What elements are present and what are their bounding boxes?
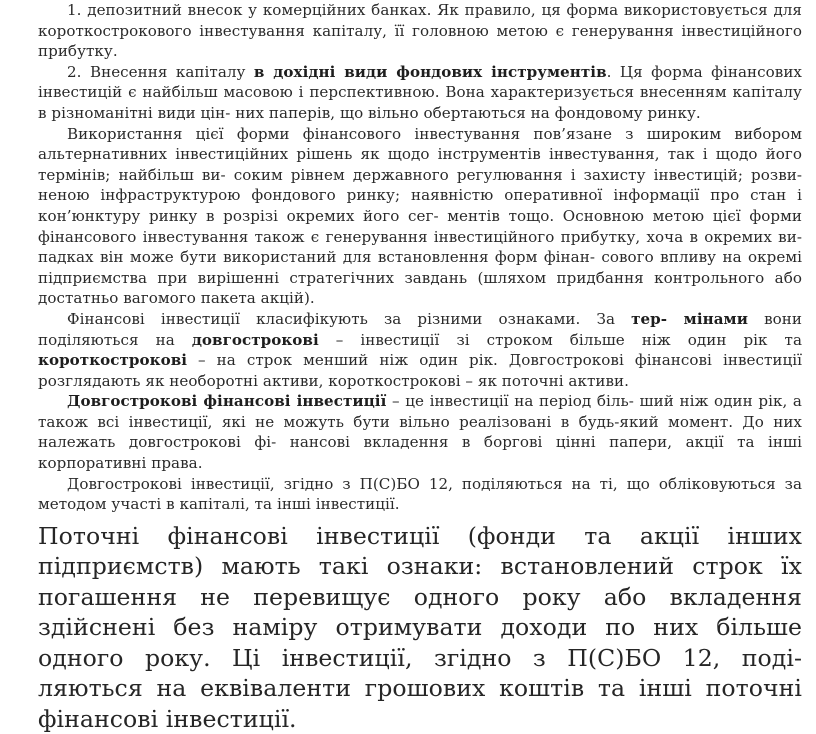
text-lead: Фінансові інвестиції класифікують за різними ознаками. За bbox=[67, 309, 632, 328]
paragraph-usage: Використання цієї форми фінансового інвестування пов’язане з широким вибором альтернативних інвестиційних рішень як щодо інструментів інвестування, так і щодо його термінів; найбільш ви- соким рівнем державного регулювання і захисту інвестицій; розви- неною інфраструктурою фондового ринку; наявністю оперативної інформації про стан і кон’юнктуру ринку в розрізі окремих його сег- ментів тощо. Основною метою цієї форми фінансового інвестування також є генерування інвестиційного прибутку, хоча в окремих ви- падках він може бути використаний для встановлення форм фінан- сового впливу на окремі підприємства при вирішенні стратегічних завдань (шляхом придбання контрольного або достатньо вагомого пакета акцій). bbox=[38, 124, 802, 308]
text-rest: – на строк менший ніж один рік. Довгострокові фінансові інвестиції розглядають як необоротні активи, короткострокові – як поточні активи. bbox=[38, 351, 802, 390]
bold-term-terms: тер- мінами bbox=[631, 309, 748, 328]
text-lead: 2. Внесення капіталу bbox=[67, 62, 254, 81]
paragraph-deposit: 1. депозитний внесок у комерційних банках. Як правило, ця форма використовується для короткострокового інвестування капіталу, її головною метою є генерування інвестиційного прибутку. bbox=[38, 1, 802, 61]
bold-term-long-term: довгострокові bbox=[191, 330, 319, 349]
paragraph-stock-instruments bbox=[38, 62, 802, 124]
paragraph-current-investments: Поточні фінансові інвестиції (фонди та акції інших підприємств) мають такі ознаки: встановлений строк їх погашення не перевищує одного року або вкладення здійснені без наміру отримувати доходи по них більше одного року. Ці інвестиції, згідно з П(С)БО 12, поді- ляються на еквіваленти грошових коштів та інші поточні фінансові інвестиції. bbox=[38, 521, 802, 733]
bold-term-income-instruments: в дохідні види фондових інструментів bbox=[253, 62, 607, 81]
text-mid: – інвестиції зі строком більше ніж один рік та bbox=[318, 330, 802, 349]
text-rest: . Ця форма фінансових інвестицій є найбільш масовою і перспективною. Вона характеризується внесенням капіталу в різноманітні види цін- них паперів, що вільно обертаються на фондовому ринку. bbox=[38, 62, 802, 122]
paragraph-psbo12: Довгострокові інвестиції, згідно з П(С)БО 12, поділяються на ті, що обліковуються за методом участі в капіталі, та інші інвестиції. bbox=[38, 474, 802, 514]
paragraph-classification bbox=[38, 309, 802, 391]
text-rest: – це інвестиції на період біль- ший ніж один рік, а також всі інвестиції, які не можуть бути вільно реалізовані в будь-який момент. До них належать довгострокові фі- нансові вкладення в боргові цінні папери, акції та інші корпоративні права. bbox=[38, 392, 802, 473]
bold-term-long-term-financial: Довгострокові фінансові інвестиції bbox=[67, 392, 387, 411]
text-mid: вони поділяються на bbox=[38, 309, 802, 349]
bold-term-short-term: короткострокові bbox=[38, 351, 188, 370]
paragraph-long-term-definition bbox=[38, 391, 802, 473]
